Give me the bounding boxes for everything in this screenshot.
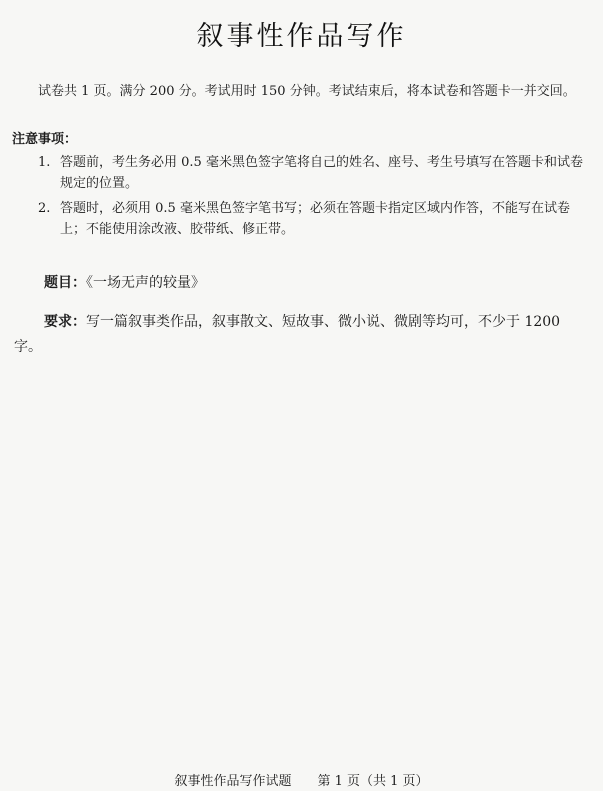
requirement-text: 写一篇叙事类作品，叙事散文、短故事、微小说、微剧等均可，不少于 1200 字。 [14, 314, 561, 355]
note-item [38, 152, 590, 194]
topic [44, 272, 205, 292]
footer-exam-name: 叙事性作品写作试题 [174, 774, 292, 789]
note-item [38, 198, 590, 240]
requirement [14, 310, 589, 360]
topic-label: 题目： [44, 275, 86, 291]
note-text: 答题前，考生务必用 0.5 毫米黑色签字笔将自己的姓名、座号、考生号填写在答题卡和试卷规定的位置。 [60, 155, 583, 191]
footer-page-number: 第 1 页（共 1 页） [317, 774, 429, 789]
page-title: 叙事性作品写作 [196, 21, 407, 52]
note-text: 答题时，必须用 0.5 毫米黑色签字笔书写；必须在答题卡指定区域内作答，不能写在试卷上；不能使用涂改液、胶带纸、修正带。 [60, 201, 570, 237]
exam-info: 试卷共 1 页。满分 200 分。考试用时 150 分钟。考试结束后，将本试卷和答题卡一并交回。 [38, 84, 576, 99]
notes-heading: 注意事项： [12, 132, 78, 147]
page-footer [0, 770, 603, 789]
topic-text: 《一场无声的较量》 [86, 275, 205, 291]
note-number: 1. [38, 155, 51, 170]
notes-list [38, 152, 590, 244]
requirement-label: 要求： [44, 314, 86, 330]
note-number: 2. [38, 201, 51, 216]
